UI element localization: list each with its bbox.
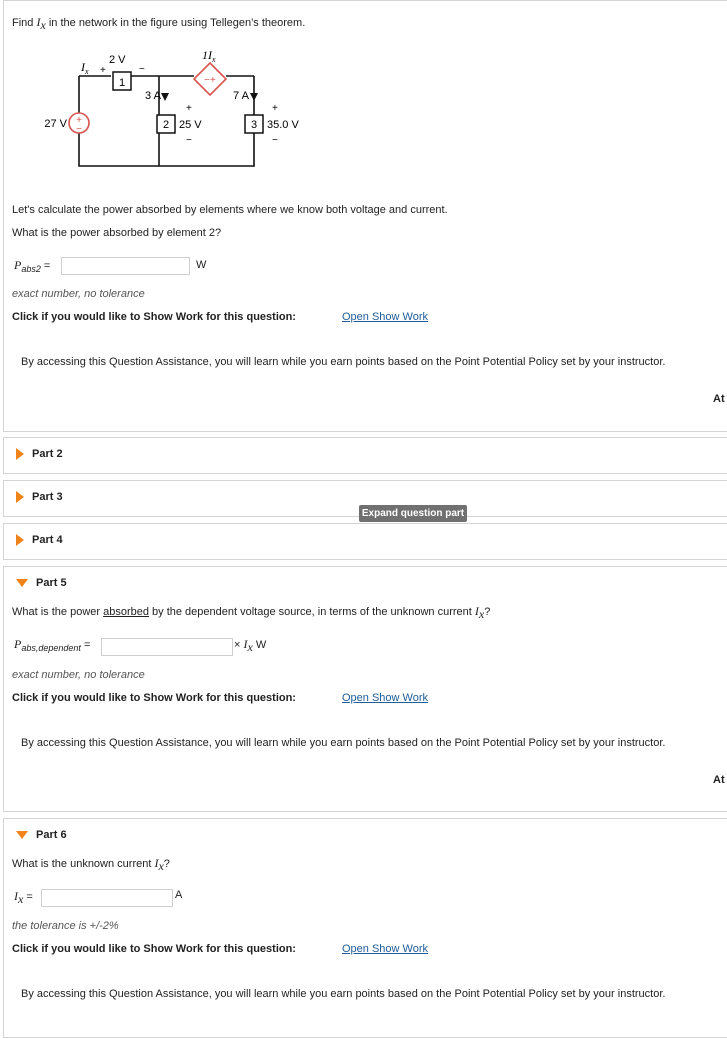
part1-question: What is the power absorbed by element 2? — [12, 227, 222, 239]
element-2-plus: + — [186, 103, 192, 114]
current-3a-label: 3 A — [145, 90, 161, 102]
element-3-plus: + — [272, 103, 278, 114]
part5-open-show-work-link[interactable]: Open Show Work — [342, 692, 429, 704]
source-27v-label: 27 V — [44, 118, 67, 130]
pabs-dependent-input[interactable] — [101, 638, 233, 656]
v2-label: 2 V — [109, 54, 126, 66]
element-3-minus: − — [272, 135, 278, 146]
element-3-label: 3 — [250, 119, 258, 131]
part1-tolerance: exact number, no tolerance — [12, 288, 145, 300]
part2-panel[interactable] — [3, 437, 727, 474]
question-prompt: Find $I_x$ in the network in the figure using Tellegen’s theorem. — [12, 15, 306, 33]
part1-open-show-work-link[interactable]: Open Show Work — [342, 311, 429, 323]
pabs-dependent-unit: × $I_x$ W — [234, 637, 267, 655]
part5-attempts-truncated: At — [713, 774, 725, 786]
element-2-voltage: 25 V — [179, 119, 202, 131]
part6-show-work-prompt: Click if you would like to Show Work for this question: — [12, 943, 296, 955]
v2-minus: − — [139, 64, 145, 75]
dependent-source-sign: −+ — [204, 75, 216, 86]
pabs2-label: $P_{abs2}$ = — [14, 258, 51, 275]
element-1-label: 1 — [118, 77, 126, 89]
current-3a-arrow — [161, 93, 169, 101]
element-2-label: 2 — [162, 119, 170, 131]
source-minus: − — [76, 124, 82, 135]
part6-panel — [3, 818, 727, 1038]
ix-label: $I_x$ — [81, 60, 89, 76]
pabs-dependent-label: $P_{abs,dependent}$ = — [14, 637, 91, 654]
part1-attempts-truncated: At — [713, 393, 725, 405]
part6-assistance-text: By accessing this Question Assistance, you will learn while you earn points based on the Point Potential Policy set by your instructor. — [21, 988, 666, 1000]
part5-show-work-prompt: Click if you would like to Show Work for this question: — [12, 692, 296, 704]
v2-plus: + — [100, 65, 106, 76]
pabs2-input[interactable] — [61, 257, 190, 275]
collapse-arrow-icon — [16, 579, 28, 587]
expand-arrow-icon — [16, 491, 24, 503]
part1-show-work-prompt: Click if you would like to Show Work for this question: — [12, 311, 296, 323]
part3-header[interactable]: Part 3 — [16, 491, 63, 503]
element-3-voltage: 35.0 V — [267, 119, 299, 131]
ix-answer-input[interactable] — [41, 889, 173, 907]
part5-tolerance: exact number, no tolerance — [12, 669, 145, 681]
ix-answer-label: $I_x$ = — [14, 889, 33, 907]
part6-question: What is the unknown current $I_x$? — [12, 856, 170, 874]
question-panel — [3, 0, 727, 432]
part1-assistance-text: By accessing this Question Assistance, you will learn while you earn points based on the Point Potential Policy set by your instructor. — [21, 356, 666, 368]
expand-arrow-icon — [16, 534, 24, 546]
part6-tolerance: the tolerance is +/-2% — [12, 920, 119, 932]
part4-panel[interactable] — [3, 523, 727, 560]
part6-header[interactable]: Part 6 — [16, 829, 67, 841]
part5-header[interactable]: Part 5 — [16, 577, 67, 589]
collapse-arrow-icon — [16, 831, 28, 839]
part5-panel — [3, 566, 727, 812]
part5-question: What is the power absorbed by the dependent voltage source, in terms of the unknown current $I_x$? — [12, 604, 491, 622]
expand-question-part-button[interactable]: Expand question part — [359, 505, 467, 522]
dependent-source-label: $1I_x$ — [202, 48, 216, 64]
part5-assistance-text: By accessing this Question Assistance, you will learn while you earn points based on the Point Potential Policy set by your instructor. — [21, 737, 666, 749]
source-plus: + — [76, 115, 82, 126]
current-7a-arrow — [250, 93, 258, 101]
part4-header[interactable]: Part 4 — [16, 534, 63, 546]
element-2-minus: − — [186, 135, 192, 146]
expand-arrow-icon — [16, 448, 24, 460]
current-7a-label: 7 A — [233, 90, 249, 102]
part6-open-show-work-link[interactable]: Open Show Work — [342, 943, 429, 955]
part1-intro: Let's calculate the power absorbed by elements where we know both voltage and current. — [12, 204, 448, 216]
part2-header[interactable]: Part 2 — [16, 448, 63, 460]
pabs2-unit: W — [196, 259, 207, 271]
circuit-diagram — [29, 41, 329, 191]
ix-answer-unit: A — [175, 889, 183, 901]
